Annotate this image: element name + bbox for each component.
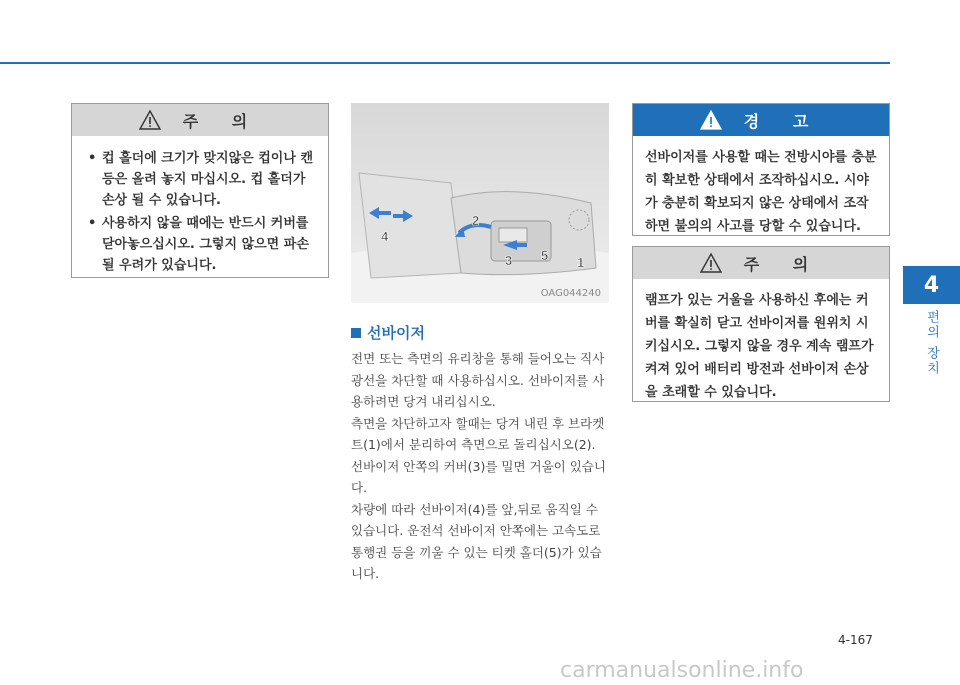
callout-3: 3: [505, 253, 513, 268]
warning-triangle-icon: [700, 253, 722, 273]
caution-header: [633, 247, 889, 279]
caution-item: • 컵 홀더에 크기가 맞지않은 컵이나 캔 등은 올려 놓지 마십시오. 컵 홀더가 손상 될 수 있습니다.: [86, 148, 318, 211]
warning-box: [632, 103, 890, 236]
callout-5: 5: [541, 248, 549, 263]
caution-box-lamp: [632, 246, 890, 402]
caution-item: • 사용하지 않을 때에는 반드시 커버를 닫아놓으십시오. 그렇지 않으면 파손될 우려가 있습니다.: [86, 213, 318, 276]
caution-box-cupholder: [71, 103, 329, 278]
chapter-label: 편의 장치: [924, 310, 939, 377]
warning-text: 선바이저를 사용할 때는 전방시야를 충분히 확보한 상태에서 조작하십시오. 시야가 충분히 확보되지 않은 상태에서 조작하면 불의의 사고를 당할 수 있습니다.: [645, 150, 877, 234]
warning-triangle-icon: [700, 110, 722, 130]
warning-triangle-icon: [139, 110, 161, 130]
caution-text: 램프가 있는 거울을 사용하신 후에는 커버를 확실히 닫고 선바이저를 원위치 시키십시오. 그렇지 않을 경우 계속 램프가 켜져 있어 배터리 방전과 선바이저 손상을 초래할 수 있습니다.: [645, 293, 874, 400]
chapter-number: 4: [923, 272, 940, 298]
sunvisor-illustration: [351, 103, 609, 303]
paragraph: 측면을 차단하고자 할때는 당겨 내린 후 브라켓트(1)에서 분리하여 측면으로 돌리십시오(2).: [351, 415, 605, 452]
chapter-tab: [903, 266, 960, 304]
sunvisor-photo: [351, 103, 609, 303]
paragraph: 차량에 따라 선바이저(4)를 앞,뒤로 움직일 수 있습니다. 운전석 선바이저 안쪽에는 고속도로 통행권 등을 끼울 수 있는 티켓 홀더(5)가 있습니다.: [351, 501, 602, 581]
top-rule: [0, 62, 890, 64]
callout-2: 2: [472, 213, 480, 228]
section-title-text: 선바이저: [367, 324, 425, 342]
photo-code: OAG044240: [540, 288, 601, 299]
paragraph: 전면 또는 측면의 유리창을 통해 들어오는 직사광선을 차단할 때 사용하십시오. 선바이저를 사용하려면 당겨 내리십시오.: [351, 351, 605, 409]
warning-title: 경 고: [743, 111, 823, 131]
warning-header: [633, 104, 889, 136]
page-number: 4-167: [838, 633, 873, 647]
caution-header: [72, 104, 328, 136]
paragraph: 선바이저 안쪽의 커버(3)를 밀면 거울이 있습니다.: [351, 458, 606, 495]
caution-title: 주 의: [182, 111, 262, 131]
square-bullet-icon: [351, 328, 361, 338]
section-title: [351, 322, 425, 343]
caution-title: 주 의: [743, 254, 823, 274]
caution-list: [86, 148, 318, 276]
section-body: [351, 348, 613, 585]
callout-4: 4: [381, 229, 389, 244]
watermark: carmanualsonline.info: [560, 658, 804, 683]
callout-1: 1: [577, 255, 585, 270]
